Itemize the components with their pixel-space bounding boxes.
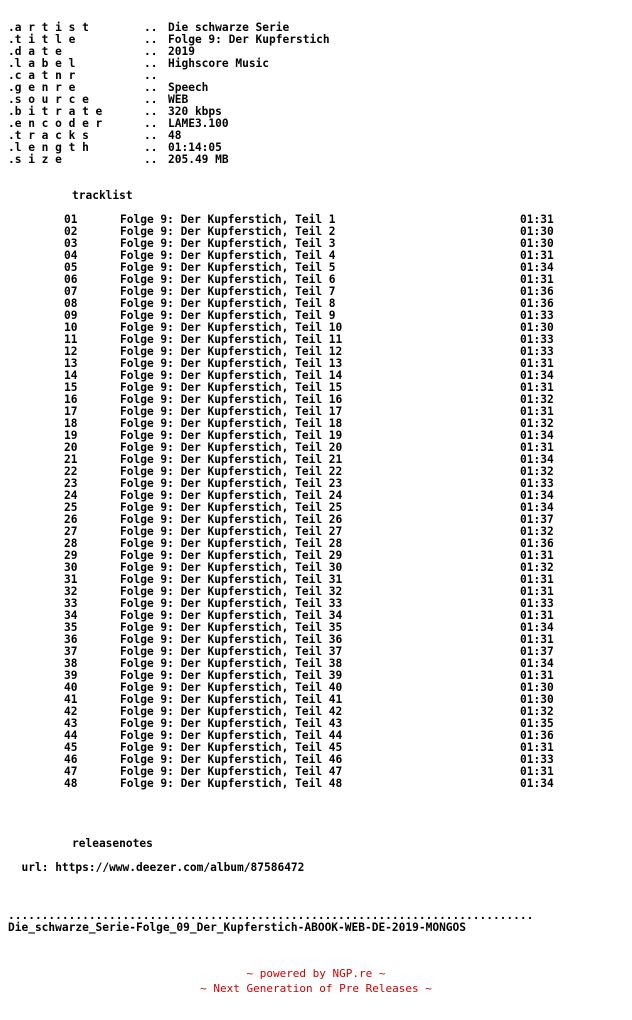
- track-title: Folge 9: Der Kupferstich, Teil 11: [120, 333, 343, 346]
- info-key: .s o u r c e: [8, 93, 89, 106]
- info-value: Speech: [168, 81, 209, 94]
- track-number: 47: [64, 765, 78, 778]
- url-row: [8, 862, 624, 874]
- track-title: Folge 9: Der Kupferstich, Teil 19: [120, 429, 343, 442]
- track-duration: 01:35: [520, 717, 554, 730]
- track-title: Folge 9: Der Kupferstich, Teil 8: [120, 297, 336, 310]
- track-number: 29: [64, 549, 78, 562]
- track-duration: 01:30: [520, 237, 554, 250]
- track-title: Folge 9: Der Kupferstich, Teil 1: [120, 213, 336, 226]
- track-number: 15: [64, 381, 78, 394]
- track-title: Folge 9: Der Kupferstich, Teil 15: [120, 381, 343, 394]
- track-number: 42: [64, 705, 78, 718]
- track-number: 30: [64, 561, 78, 574]
- track-title: Folge 9: Der Kupferstich, Teil 6: [120, 273, 336, 286]
- info-value: 320 kbps: [168, 105, 222, 118]
- track-title: Folge 9: Der Kupferstich, Teil 40: [120, 681, 343, 694]
- track-number: 01: [64, 213, 78, 226]
- track-duration: 01:34: [520, 429, 554, 442]
- track-title: Folge 9: Der Kupferstich, Teil 18: [120, 417, 343, 430]
- track-duration: 01:31: [520, 741, 554, 754]
- track-duration: 01:32: [520, 525, 554, 538]
- track-number: 14: [64, 369, 78, 382]
- track-title: Folge 9: Der Kupferstich, Teil 39: [120, 669, 343, 682]
- track-number: 34: [64, 609, 78, 622]
- track-number: 06: [64, 273, 78, 286]
- track-title: Folge 9: Der Kupferstich, Teil 41: [120, 693, 343, 706]
- track-title: Folge 9: Der Kupferstich, Teil 38: [120, 657, 343, 670]
- track-number: 48: [64, 777, 78, 790]
- info-key: .l e n g t h: [8, 141, 89, 154]
- info-key: .b i t r a t e: [8, 105, 103, 118]
- track-duration: 01:30: [520, 693, 554, 706]
- track-number: 43: [64, 717, 78, 730]
- track-number: 46: [64, 753, 78, 766]
- track-number: 25: [64, 501, 78, 514]
- track-number: 35: [64, 621, 78, 634]
- track-number: 05: [64, 261, 78, 274]
- track-duration: 01:30: [520, 681, 554, 694]
- info-key: .a r t i s t: [8, 21, 89, 34]
- releasenotes-heading: releasenotes: [72, 837, 153, 850]
- track-duration: 01:32: [520, 705, 554, 718]
- info-key: .e n c o d e r: [8, 117, 103, 130]
- track-number: 38: [64, 657, 78, 670]
- track-row: [8, 778, 624, 790]
- track-duration: 01:31: [520, 249, 554, 262]
- info-key: .t i t l e: [8, 33, 76, 46]
- track-title: Folge 9: Der Kupferstich, Teil 48: [120, 777, 343, 790]
- track-duration: 01:33: [520, 597, 554, 610]
- track-title: Folge 9: Der Kupferstich, Teil 29: [120, 549, 343, 562]
- track-duration: 01:34: [520, 369, 554, 382]
- info-row: [8, 142, 624, 154]
- track-duration: 01:34: [520, 261, 554, 274]
- track-title: Folge 9: Der Kupferstich, Teil 34: [120, 609, 343, 622]
- release-name: Die_schwarze_Serie-Folge_09_Der_Kupferstich-ABOOK-WEB-DE-2019-MONGOS: [8, 921, 467, 934]
- track-title: Folge 9: Der Kupferstich, Teil 28: [120, 537, 343, 550]
- track-duration: 01:33: [520, 753, 554, 766]
- track-number: 33: [64, 597, 78, 610]
- info-value: 2019: [168, 45, 195, 58]
- track-title: Folge 9: Der Kupferstich, Teil 16: [120, 393, 343, 406]
- footer: [0, 966, 632, 996]
- tracklist: [8, 214, 624, 790]
- track-duration: 01:31: [520, 213, 554, 226]
- info-separator: ..: [144, 33, 158, 46]
- track-duration: 01:31: [520, 609, 554, 622]
- track-title: Folge 9: Der Kupferstich, Teil 10: [120, 321, 343, 334]
- track-duration: 01:31: [520, 405, 554, 418]
- track-title: Folge 9: Der Kupferstich, Teil 2: [120, 225, 336, 238]
- track-title: Folge 9: Der Kupferstich, Teil 27: [120, 525, 343, 538]
- track-title: Folge 9: Der Kupferstich, Teil 20: [120, 441, 343, 454]
- info-key: .g e n r e: [8, 81, 76, 94]
- url-label: url:: [21, 861, 49, 874]
- track-duration: 01:30: [520, 321, 554, 334]
- track-duration: 01:32: [520, 393, 554, 406]
- track-duration: 01:32: [520, 417, 554, 430]
- info-block: [8, 22, 624, 166]
- track-number: 07: [64, 285, 78, 298]
- info-separator: ..: [144, 69, 158, 82]
- info-key: .l a b e l: [8, 57, 76, 70]
- info-value: 205.49 MB: [168, 153, 229, 166]
- track-duration: 01:33: [520, 477, 554, 490]
- nfo-text: [8, 22, 624, 934]
- info-value: LAME3.100: [168, 117, 229, 130]
- track-number: 19: [64, 429, 78, 442]
- info-separator: ..: [144, 21, 158, 34]
- track-duration: 01:34: [520, 621, 554, 634]
- info-value: WEB: [168, 93, 189, 106]
- info-separator: ..: [144, 81, 158, 94]
- track-number: 31: [64, 573, 78, 586]
- info-key: .d a t e: [8, 45, 62, 58]
- track-title: Folge 9: Der Kupferstich, Teil 9: [120, 309, 336, 322]
- track-duration: 01:36: [520, 297, 554, 310]
- track-title: Folge 9: Der Kupferstich, Teil 45: [120, 741, 343, 754]
- track-number: 18: [64, 417, 78, 430]
- track-duration: 01:31: [520, 357, 554, 370]
- track-duration: 01:31: [520, 765, 554, 778]
- track-number: 37: [64, 645, 78, 658]
- track-title: Folge 9: Der Kupferstich, Teil 23: [120, 477, 343, 490]
- track-duration: 01:34: [520, 777, 554, 790]
- info-value: Highscore Music: [168, 57, 270, 70]
- track-number: 03: [64, 237, 78, 250]
- footer-line-2: ~ Next Generation of Pre Releases ~: [200, 982, 432, 995]
- track-number: 26: [64, 513, 78, 526]
- info-key: .s i z e: [8, 153, 62, 166]
- track-number: 44: [64, 729, 78, 742]
- info-separator: ..: [144, 105, 158, 118]
- track-number: 21: [64, 453, 78, 466]
- track-number: 45: [64, 741, 78, 754]
- track-title: Folge 9: Der Kupferstich, Teil 43: [120, 717, 343, 730]
- track-duration: 01:32: [520, 561, 554, 574]
- track-number: 10: [64, 321, 78, 334]
- track-duration: 01:33: [520, 345, 554, 358]
- info-separator: ..: [144, 153, 158, 166]
- info-row: [8, 34, 624, 46]
- info-row: [8, 70, 624, 82]
- track-number: 23: [64, 477, 78, 490]
- info-value: Die schwarze Serie: [168, 21, 290, 34]
- track-duration: 01:30: [520, 225, 554, 238]
- track-number: 39: [64, 669, 78, 682]
- track-number: 11: [64, 333, 78, 346]
- track-title: Folge 9: Der Kupferstich, Teil 25: [120, 501, 343, 514]
- track-duration: 01:37: [520, 645, 554, 658]
- url-value[interactable]: https://www.deezer.com/album/87586472: [55, 861, 305, 874]
- track-title: Folge 9: Der Kupferstich, Teil 44: [120, 729, 343, 742]
- track-title: Folge 9: Der Kupferstich, Teil 13: [120, 357, 343, 370]
- track-number: 40: [64, 681, 78, 694]
- track-title: Folge 9: Der Kupferstich, Teil 33: [120, 597, 343, 610]
- track-duration: 01:34: [520, 501, 554, 514]
- track-title: Folge 9: Der Kupferstich, Teil 47: [120, 765, 343, 778]
- track-number: 36: [64, 633, 78, 646]
- track-duration: 01:36: [520, 729, 554, 742]
- track-title: Folge 9: Der Kupferstich, Teil 30: [120, 561, 343, 574]
- info-row: [8, 154, 624, 166]
- track-title: Folge 9: Der Kupferstich, Teil 3: [120, 237, 336, 250]
- track-duration: 01:34: [520, 453, 554, 466]
- track-duration: 01:33: [520, 333, 554, 346]
- track-number: 12: [64, 345, 78, 358]
- track-duration: 01:34: [520, 657, 554, 670]
- track-duration: 01:31: [520, 381, 554, 394]
- track-duration: 01:31: [520, 273, 554, 286]
- track-number: 27: [64, 525, 78, 538]
- track-number: 16: [64, 393, 78, 406]
- info-separator: ..: [144, 141, 158, 154]
- track-title: Folge 9: Der Kupferstich, Teil 5: [120, 261, 336, 274]
- track-title: Folge 9: Der Kupferstich, Teil 24: [120, 489, 343, 502]
- track-title: Folge 9: Der Kupferstich, Teil 37: [120, 645, 343, 658]
- track-number: 02: [64, 225, 78, 238]
- track-number: 32: [64, 585, 78, 598]
- info-value: 48: [168, 129, 182, 142]
- track-number: 08: [64, 297, 78, 310]
- track-title: Folge 9: Der Kupferstich, Teil 17: [120, 405, 343, 418]
- info-separator: ..: [144, 117, 158, 130]
- track-duration: 01:33: [520, 309, 554, 322]
- track-title: Folge 9: Der Kupferstich, Teil 7: [120, 285, 336, 298]
- track-duration: 01:31: [520, 669, 554, 682]
- track-number: 09: [64, 309, 78, 322]
- info-row: [8, 118, 624, 130]
- tracklist-heading-row: [8, 190, 624, 202]
- info-key: .t r a c k s: [8, 129, 89, 142]
- releasenotes-heading-row: [8, 838, 624, 850]
- track-title: Folge 9: Der Kupferstich, Teil 21: [120, 453, 343, 466]
- track-title: Folge 9: Der Kupferstich, Teil 35: [120, 621, 343, 634]
- info-row: [8, 130, 624, 142]
- track-number: 41: [64, 693, 78, 706]
- track-title: Folge 9: Der Kupferstich, Teil 46: [120, 753, 343, 766]
- info-value: Folge 9: Der Kupferstich: [168, 33, 330, 46]
- info-separator: ..: [144, 57, 158, 70]
- info-value: 01:14:05: [168, 141, 222, 154]
- info-key: .c a t n r: [8, 69, 76, 82]
- info-separator: ..: [144, 45, 158, 58]
- track-duration: 01:37: [520, 513, 554, 526]
- track-title: Folge 9: Der Kupferstich, Teil 32: [120, 585, 343, 598]
- track-number: 28: [64, 537, 78, 550]
- dotted-rule: ..............................................................................: [8, 910, 534, 922]
- track-title: Folge 9: Der Kupferstich, Teil 26: [120, 513, 343, 526]
- info-row: [8, 82, 624, 94]
- info-separator: ..: [144, 93, 158, 106]
- track-number: 13: [64, 357, 78, 370]
- track-duration: 01:31: [520, 441, 554, 454]
- track-duration: 01:31: [520, 585, 554, 598]
- track-title: Folge 9: Der Kupferstich, Teil 31: [120, 573, 343, 586]
- track-title: Folge 9: Der Kupferstich, Teil 12: [120, 345, 343, 358]
- track-title: Folge 9: Der Kupferstich, Teil 4: [120, 249, 336, 262]
- track-duration: 01:31: [520, 573, 554, 586]
- track-duration: 01:36: [520, 537, 554, 550]
- track-title: Folge 9: Der Kupferstich, Teil 22: [120, 465, 343, 478]
- tracklist-heading: tracklist: [72, 189, 133, 202]
- info-separator: ..: [144, 129, 158, 142]
- track-title: Folge 9: Der Kupferstich, Teil 14: [120, 369, 343, 382]
- info-row: [8, 46, 624, 58]
- track-duration: 01:34: [520, 489, 554, 502]
- track-number: 04: [64, 249, 78, 262]
- track-duration: 01:31: [520, 633, 554, 646]
- track-title: Folge 9: Der Kupferstich, Teil 42: [120, 705, 343, 718]
- info-row: [8, 58, 624, 70]
- track-title: Folge 9: Der Kupferstich, Teil 36: [120, 633, 343, 646]
- track-duration: 01:31: [520, 549, 554, 562]
- track-number: 24: [64, 489, 78, 502]
- footer-line-1[interactable]: ~ powered by NGP.re ~: [246, 967, 386, 980]
- track-duration: 01:32: [520, 465, 554, 478]
- track-number: 17: [64, 405, 78, 418]
- track-duration: 01:36: [520, 285, 554, 298]
- track-number: 22: [64, 465, 78, 478]
- track-number: 20: [64, 441, 78, 454]
